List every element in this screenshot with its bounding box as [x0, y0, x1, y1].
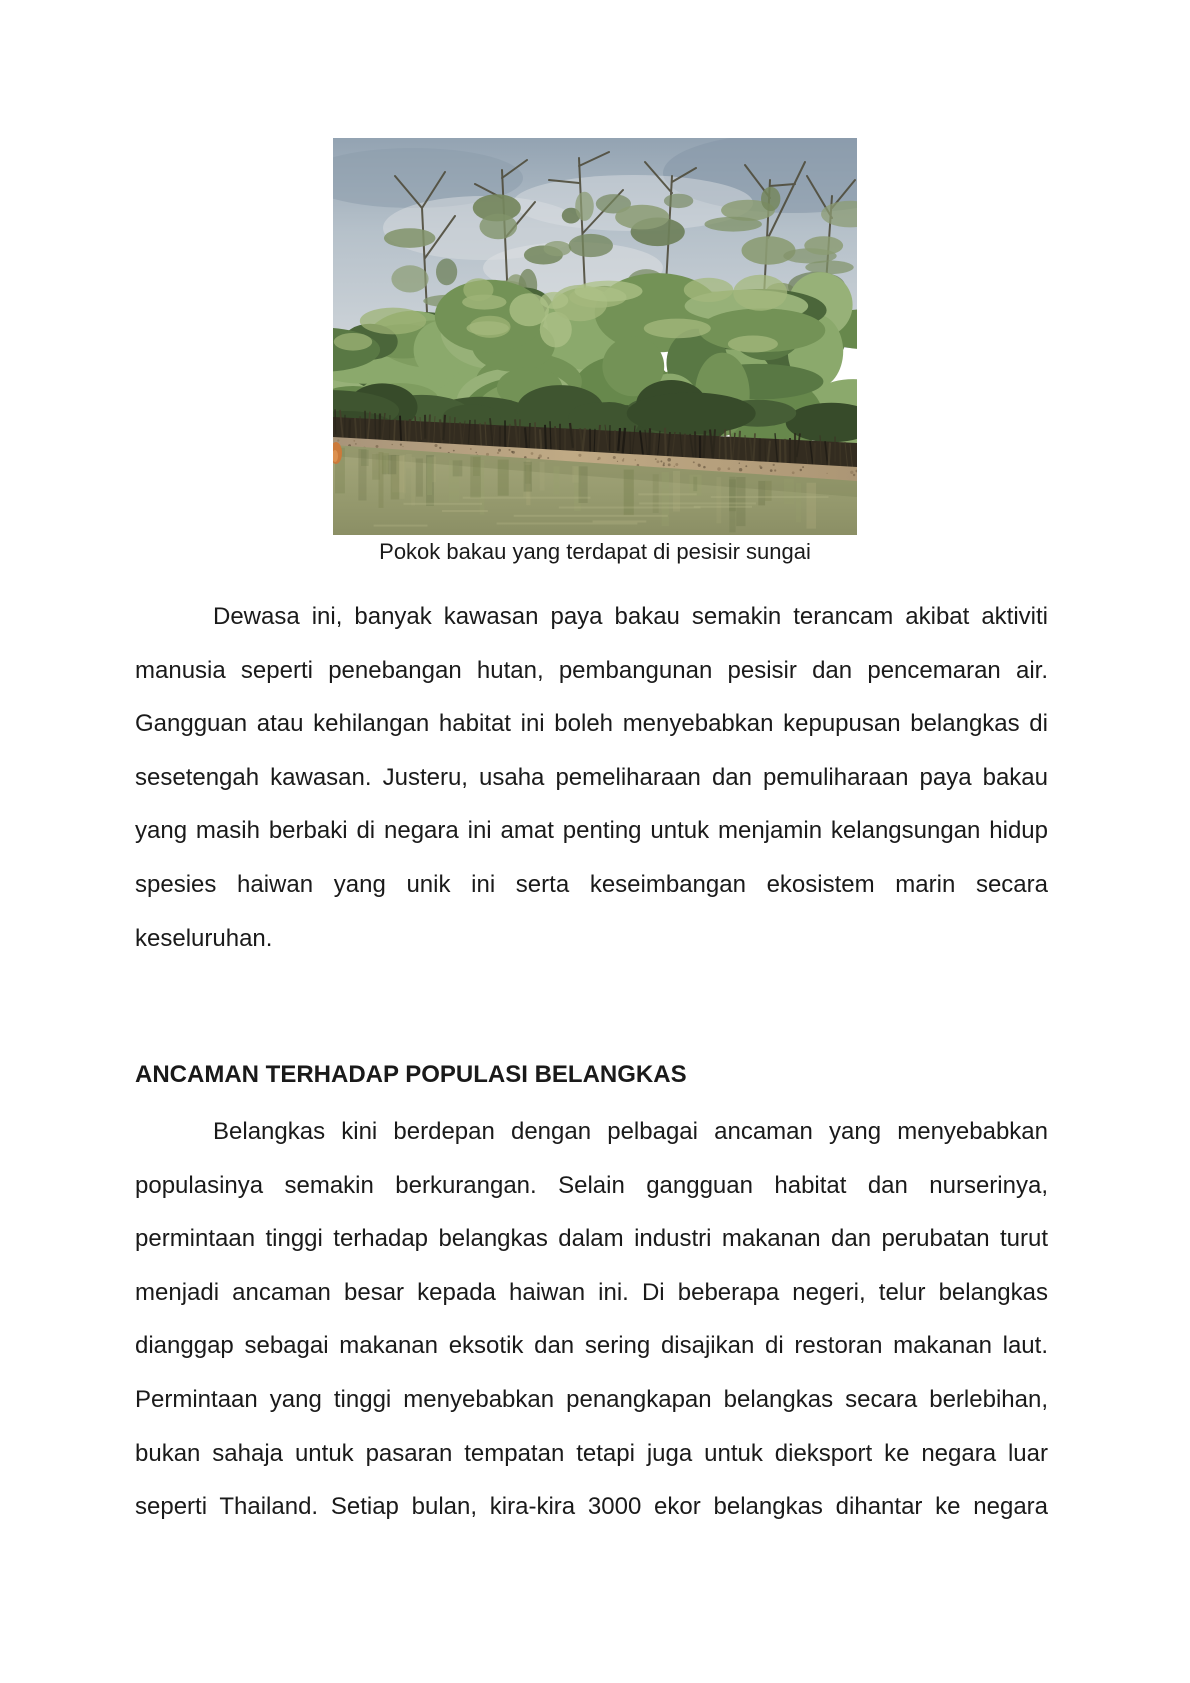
text-line: Gangguan atau kehilangan habitat ini boleh menyebabkan kepupusan belangkas di: [135, 710, 1048, 738]
text-line: keseluruhan.: [135, 924, 273, 952]
text-line: dianggap sebagai makanan eksotik dan sering disajikan di restoran makanan laut.: [135, 1332, 1048, 1360]
text-line: Dewasa ini, banyak kawasan paya bakau semakin terancam akibat aktiviti: [213, 603, 1048, 630]
text-line: permintaan tinggi terhadap belangkas dalam industri makanan dan perubatan turut: [135, 1225, 1048, 1253]
text-line: Permintaan yang tinggi menyebabkan penangkapan belangkas secara berlebihan,: [135, 1385, 1048, 1413]
text-line: bukan sahaja untuk pasaran tempatan tetapi juga untuk dieksport ke negara luar: [135, 1439, 1048, 1467]
photo-illustration: [333, 138, 857, 535]
body-paragraph-2: [135, 1105, 1048, 1534]
body-paragraph-1: [135, 590, 1048, 965]
text-line: manusia seperti penebangan hutan, pembangunan pesisir dan pencemaran air.: [135, 656, 1048, 684]
text-line: yang masih berbaki di negara ini amat penting untuk menjamin kelangsungan hidup: [135, 817, 1048, 845]
photo-caption: Pokok bakau yang terdapat di pesisir sungai: [379, 539, 811, 564]
section-heading: ANCAMAN TERHADAP POPULASI BELANGKAS: [135, 1061, 687, 1088]
text-line: sesetengah kawasan. Justeru, usaha pemeliharaan dan pemuliharaan paya bakau: [135, 763, 1048, 791]
text-line: spesies haiwan yang unik ini serta keseimbangan ekosistem marin secara: [135, 870, 1048, 898]
text-line: menjadi ancaman besar kepada haiwan ini. Di beberapa negeri, telur belangkas: [135, 1278, 1048, 1306]
text-line: seperti Thailand. Setiap bulan, kira-kira 3000 ekor belangkas dihantar ke negara: [135, 1493, 1048, 1521]
text-line: populasinya semakin berkurangan. Selain gangguan habitat dan nurserinya,: [135, 1171, 1048, 1199]
mangrove-riverbank-photo: [333, 138, 857, 535]
text-line: Belangkas kini berdepan dengan pelbagai ancaman yang menyebabkan: [213, 1118, 1048, 1145]
